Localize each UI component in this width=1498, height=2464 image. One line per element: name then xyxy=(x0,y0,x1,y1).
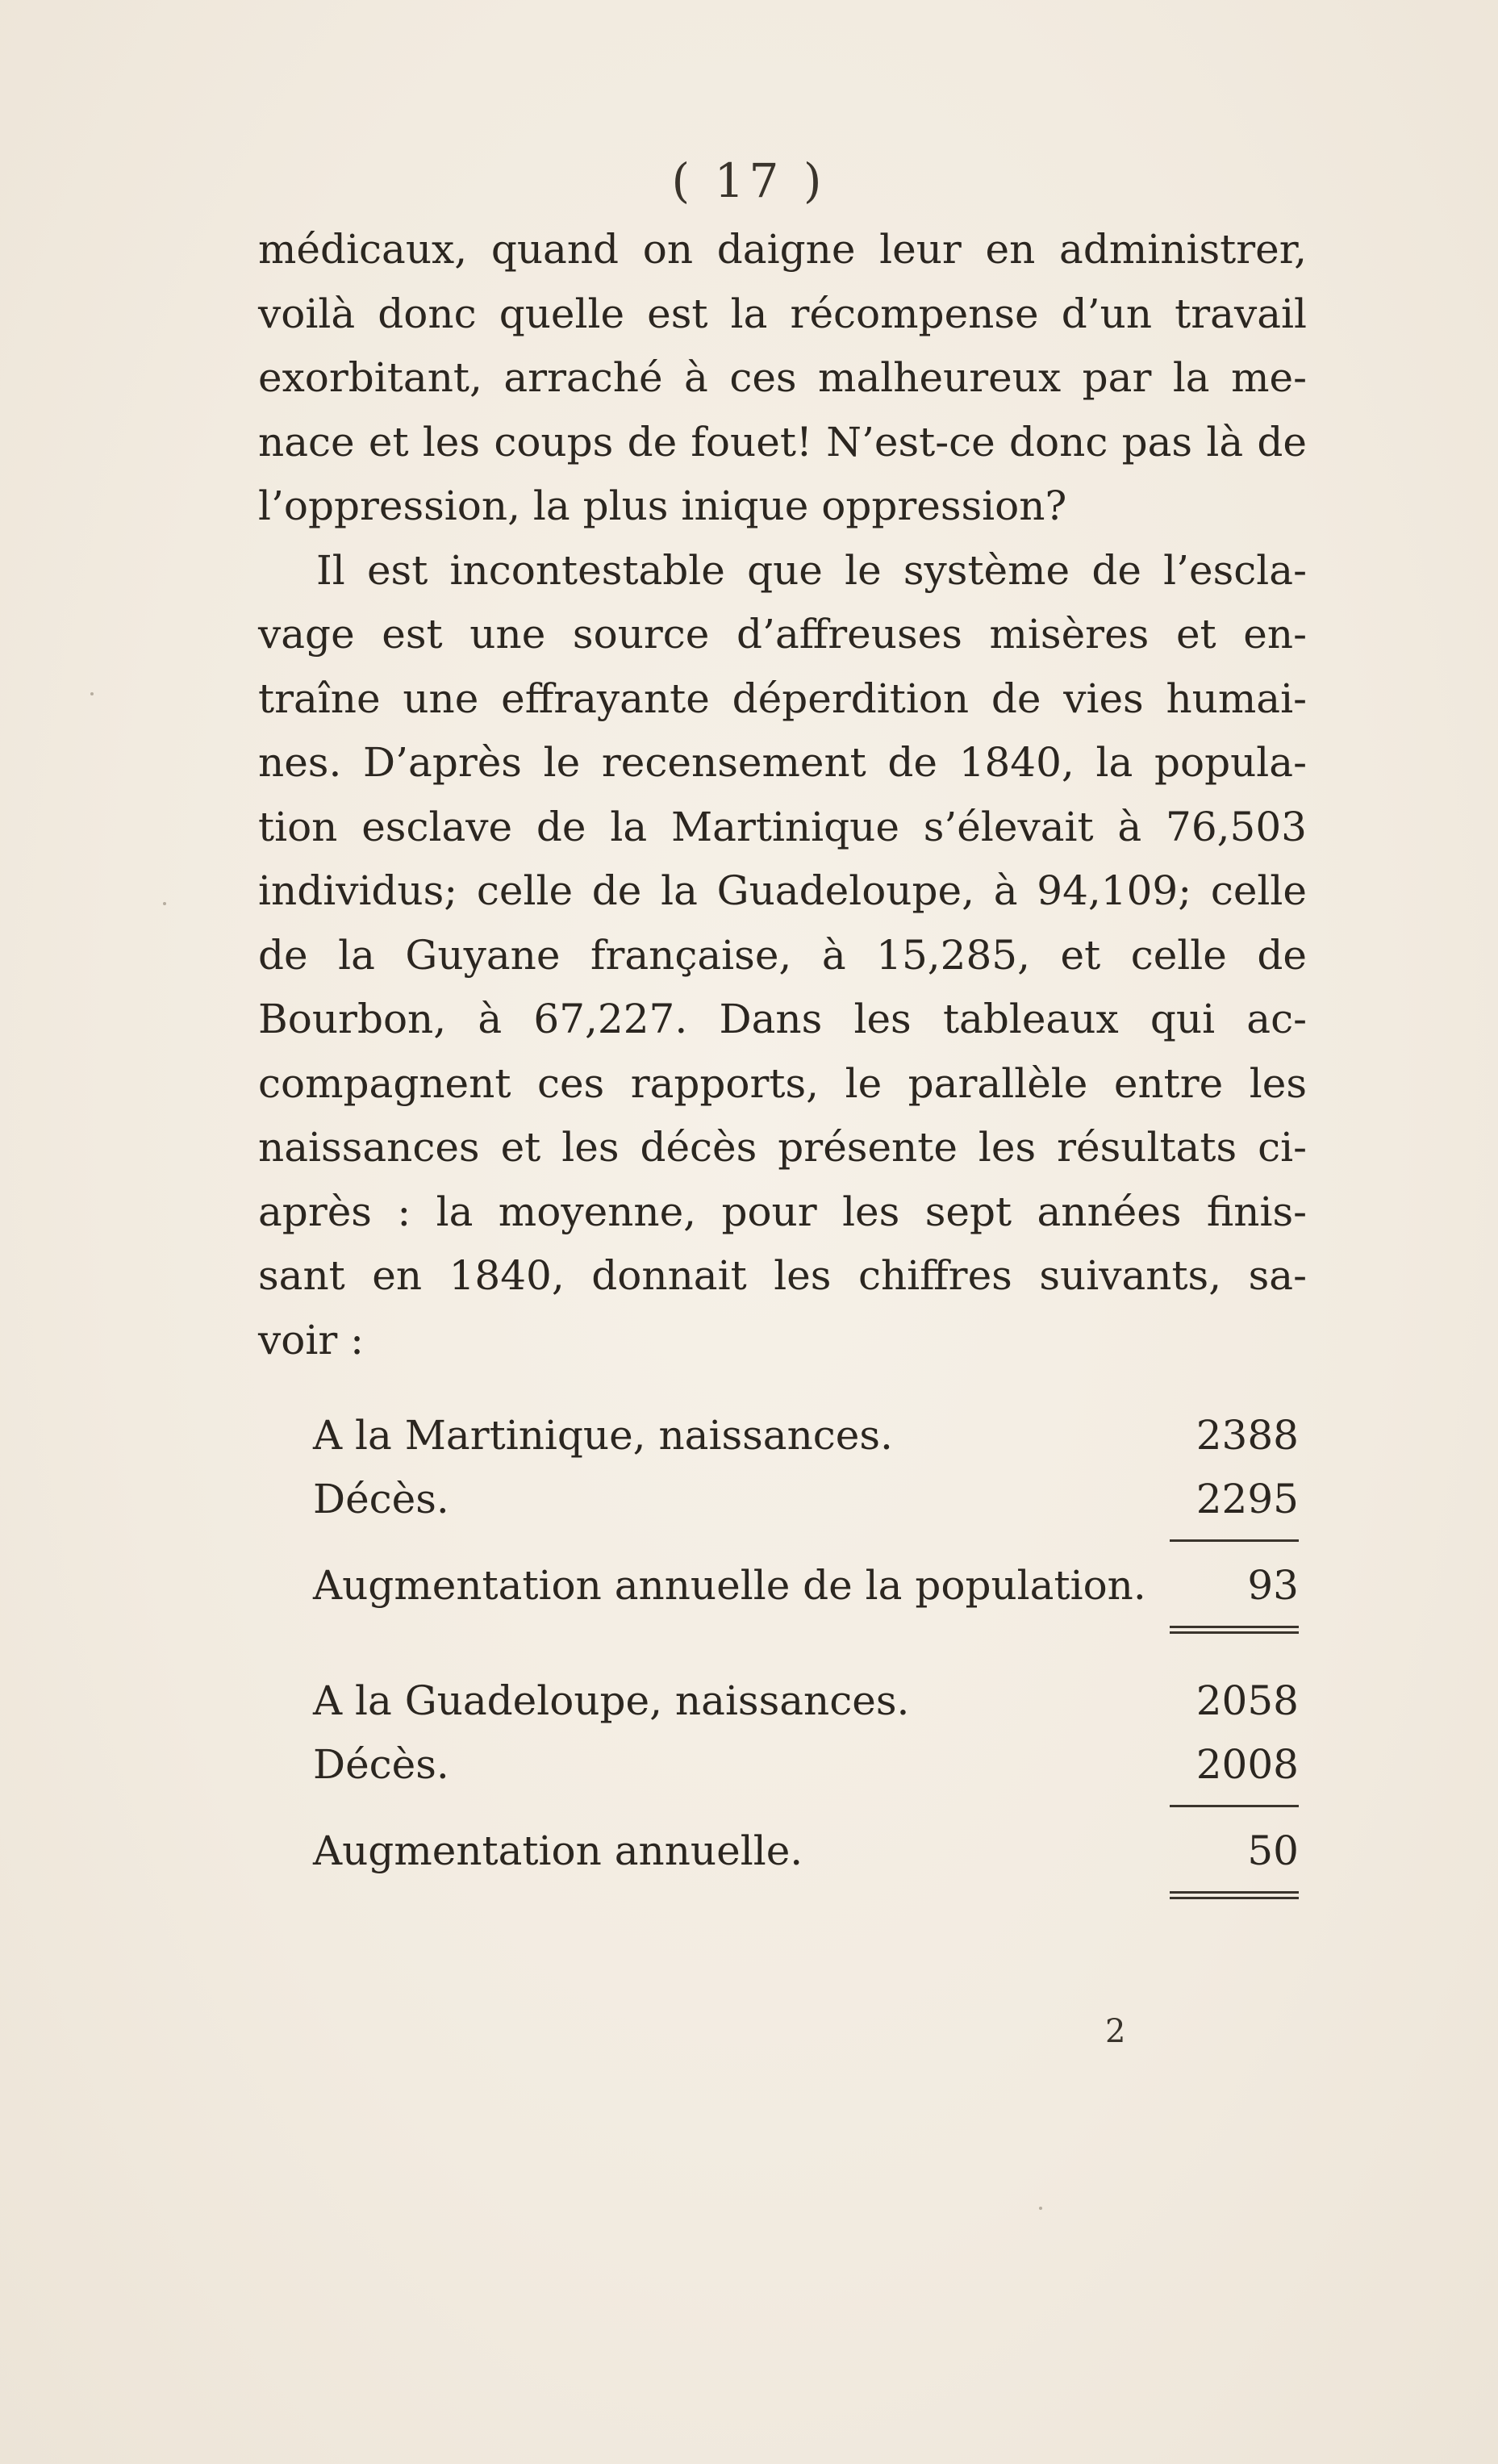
text-line: l’oppression, la plus inique oppression? xyxy=(258,482,1067,529)
text-line: nes. D’après le recensement de 1840, la popula- xyxy=(258,739,1307,786)
row-label: Augmentation annuelle. xyxy=(313,1827,803,1874)
text-line: vage est une source d’affreuses misères et en- xyxy=(258,611,1307,658)
statistics-tables xyxy=(258,1404,1307,1906)
text-line: naissances et les décès présente les résultats ci- xyxy=(258,1124,1307,1171)
table-row xyxy=(258,1669,1307,1733)
row-label: A la Martinique, naissances. xyxy=(313,1412,893,1459)
paper-speck xyxy=(90,692,94,695)
text-line: après : la moyenne, pour les sept années finis- xyxy=(258,1188,1307,1235)
text-line: tion esclave de la Martinique s’élevait à 76,503 xyxy=(258,803,1307,850)
signature-mark: 2 xyxy=(1105,2013,1126,2050)
text-line: nace et les coups de fouet! N’est-ce donc pas là de xyxy=(258,418,1307,466)
table-row xyxy=(258,1819,1307,1883)
row-label: Décès. xyxy=(313,1476,449,1522)
row-label: Augmentation annuelle de la population. xyxy=(313,1562,1146,1609)
paper-speck xyxy=(1039,2207,1042,2210)
row-value: 93 xyxy=(1247,1562,1299,1609)
row-value: 2058 xyxy=(1195,1677,1299,1724)
text-line: voilà donc quelle est la récompense d’un travail xyxy=(258,290,1307,337)
table-row xyxy=(258,1404,1307,1468)
body-text xyxy=(258,218,1307,1372)
text-line: voir : xyxy=(258,1316,364,1364)
sum-rule xyxy=(258,1531,1307,1554)
text-line: de la Guyane française, à 15,285, et celle de xyxy=(258,931,1307,979)
text-line: individus; celle de la Guadeloupe, à 94,109; celle xyxy=(258,867,1307,914)
text-line: traîne une effrayante déperdition de vies humai- xyxy=(258,674,1307,722)
text-line: Bourbon, à 67,227. Dans les tableaux qui ac- xyxy=(258,996,1307,1042)
row-value: 2388 xyxy=(1195,1412,1299,1459)
page-number: ( 17 ) xyxy=(671,153,827,208)
text-line: sant en 1840, donnait les chiffres suivants, sa- xyxy=(258,1252,1307,1299)
total-rule xyxy=(258,1618,1307,1640)
text-line: compagnent ces rapports, le parallèle entre les xyxy=(258,1059,1307,1107)
table-row xyxy=(258,1554,1307,1618)
text-line: exorbitant, arraché à ces malheureux par la me- xyxy=(258,354,1307,401)
row-label: A la Guadeloupe, naissances. xyxy=(313,1677,910,1724)
row-value: 2295 xyxy=(1195,1476,1299,1522)
table-row xyxy=(258,1733,1307,1797)
row-label: Décès. xyxy=(313,1741,449,1788)
text-line: Il est incontestable que le système de l’escla- xyxy=(316,546,1307,594)
sum-rule xyxy=(258,1797,1307,1819)
row-value: 50 xyxy=(1247,1827,1299,1874)
text-line: médicaux, quand on daigne leur en administrer, xyxy=(258,226,1307,273)
table-row xyxy=(258,1468,1307,1531)
row-value: 2008 xyxy=(1195,1741,1299,1788)
total-rule xyxy=(258,1883,1307,1906)
paper-speck xyxy=(163,902,166,905)
